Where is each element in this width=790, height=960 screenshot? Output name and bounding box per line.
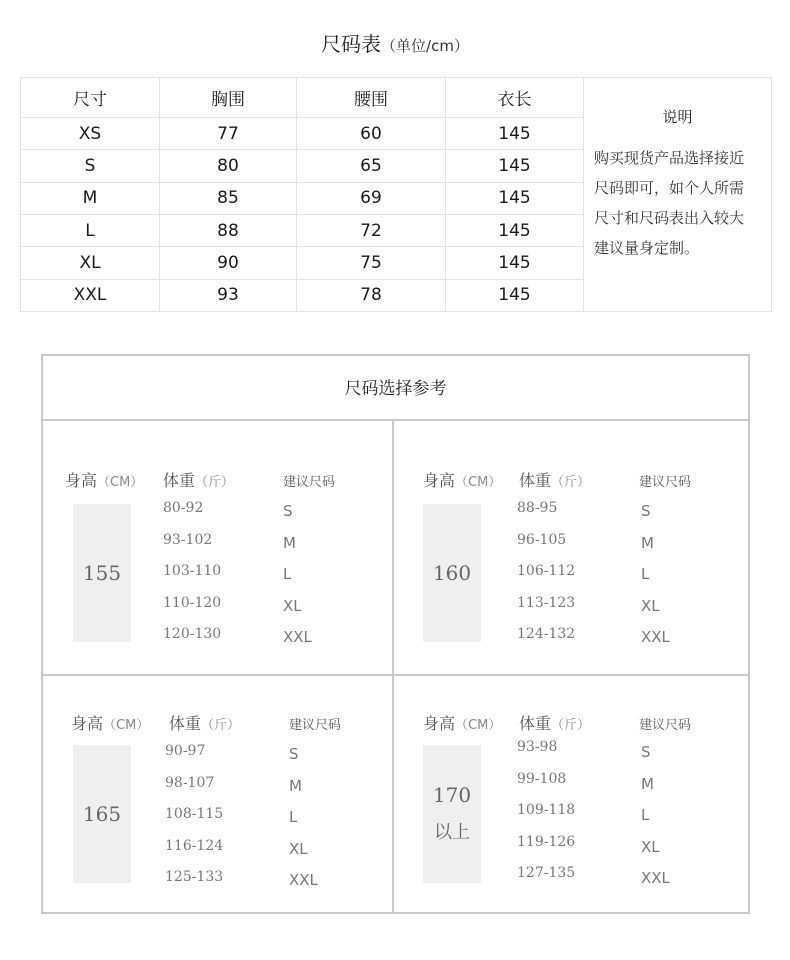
size-column [289,745,318,903]
height-box [73,745,131,883]
weight-range: 106-112 [517,563,576,579]
suggested-size: L [289,808,298,826]
suggested-size: XL [641,837,660,856]
table-cell: 77 [160,118,297,150]
table-cell: XS [21,118,160,150]
suggested-size: L [641,806,650,824]
suggested-size: L [283,565,292,583]
table-cell: 88 [160,214,297,246]
note-cell [584,78,772,312]
table-cell: 60 [297,118,446,150]
table-cell: 145 [446,247,584,279]
weight-column [165,743,223,901]
weight-label: 体重（斤） [163,471,235,490]
title-text: 尺码表 [321,32,382,56]
note-line: 尺码即可，如个人所需 [594,179,745,197]
height-box [423,745,481,883]
note-title: 说明 [662,108,693,126]
table-cell: XL [21,247,160,279]
weight-range: 125-133 [165,869,224,885]
divider [43,674,748,676]
suggested-size: M [289,776,302,795]
height-value: 170 [432,783,472,807]
weight-range: 108-115 [165,806,224,822]
column-header: 腰围 [297,78,446,118]
weight-range: 109-118 [517,802,576,818]
note-line: 尺寸和尺码表出入较大 [594,209,745,227]
table-cell: 65 [297,150,446,182]
weight-column [163,500,221,658]
size-table [20,77,772,312]
height-box [423,504,481,642]
suggested-size: XL [289,839,308,858]
weight-range: 119-126 [517,833,576,850]
note-line: 建议量身定制。 [594,239,700,257]
weight-range: 103-110 [163,563,222,579]
suggested-size: S [289,745,299,763]
height-value: 165 [82,802,122,826]
height-label: 身高（CM） [423,714,502,733]
table-cell: 80 [160,150,297,182]
weight-range: 127-135 [517,865,576,881]
size-label: 建议尺码 [283,475,336,490]
size-label: 建议尺码 [289,718,342,733]
weight-range: 88-95 [517,500,558,516]
suggested-size: L [641,565,650,583]
weight-range: 110-120 [163,594,222,611]
column-header: 胸围 [160,78,297,118]
weight-column [517,739,575,897]
suggested-size: XXL [641,628,670,646]
weight-range: 124-132 [517,626,576,642]
weight-label: 体重（斤） [169,714,241,733]
suggested-size: M [641,533,654,552]
table-header-row [21,78,772,118]
height-value-suffix: 以上 [434,822,470,843]
column-header: 尺寸 [21,78,160,118]
table-cell: XXL [21,279,160,311]
title-unit: （单位/cm） [381,37,469,55]
weight-column [517,500,575,658]
table-cell: 69 [297,182,446,214]
table-cell: 93 [160,279,297,311]
suggested-size: S [641,743,651,761]
weight-range: 93-98 [517,739,558,755]
size-column [283,502,312,660]
weight-label: 体重（斤） [519,714,591,733]
weight-range: 99-108 [517,770,567,787]
size-label: 建议尺码 [639,718,692,733]
suggested-size: M [283,533,296,552]
divider [392,419,394,912]
suggested-size: S [283,502,293,520]
suggested-size: XXL [283,628,312,646]
suggested-size: M [641,774,654,793]
suggested-size: XXL [641,869,670,887]
height-value: 155 [82,561,122,585]
table-cell: 145 [446,279,584,311]
table-cell: 72 [297,214,446,246]
height-label: 身高（CM） [423,471,502,490]
suggested-size: S [641,502,651,520]
size-column [641,743,670,901]
weight-range: 93-102 [163,531,213,548]
weight-range: 113-123 [517,594,576,611]
height-box [73,504,131,642]
page-title [0,28,790,57]
height-value: 160 [432,561,472,585]
table-cell: S [21,150,160,182]
table-cell: 145 [446,182,584,214]
note-line: 购买现货产品选择接近 [594,149,745,167]
guide-title: 尺码选择参考 [43,356,748,421]
suggested-size: XXL [289,871,318,889]
height-label: 身高（CM） [65,471,144,490]
column-header: 衣长 [446,78,584,118]
weight-label: 体重（斤） [519,471,591,490]
weight-range: 116-124 [165,837,224,854]
size-label: 建议尺码 [639,475,692,490]
table-cell: M [21,182,160,214]
weight-range: 96-105 [517,531,567,548]
table-cell: 90 [160,247,297,279]
note-body [594,143,761,263]
table-cell: 85 [160,182,297,214]
weight-range: 80-92 [163,500,204,516]
table-cell: 145 [446,118,584,150]
table-cell: L [21,214,160,246]
size-guide [41,354,750,914]
table-cell: 145 [446,150,584,182]
suggested-size: XL [283,596,302,615]
weight-range: 98-107 [165,774,215,791]
weight-range: 120-130 [163,626,222,642]
table-cell: 78 [297,279,446,311]
table-cell: 145 [446,214,584,246]
suggested-size: XL [641,596,660,615]
size-column [641,502,670,660]
weight-range: 90-97 [165,743,206,759]
height-label: 身高（CM） [71,714,150,733]
table-cell: 75 [297,247,446,279]
